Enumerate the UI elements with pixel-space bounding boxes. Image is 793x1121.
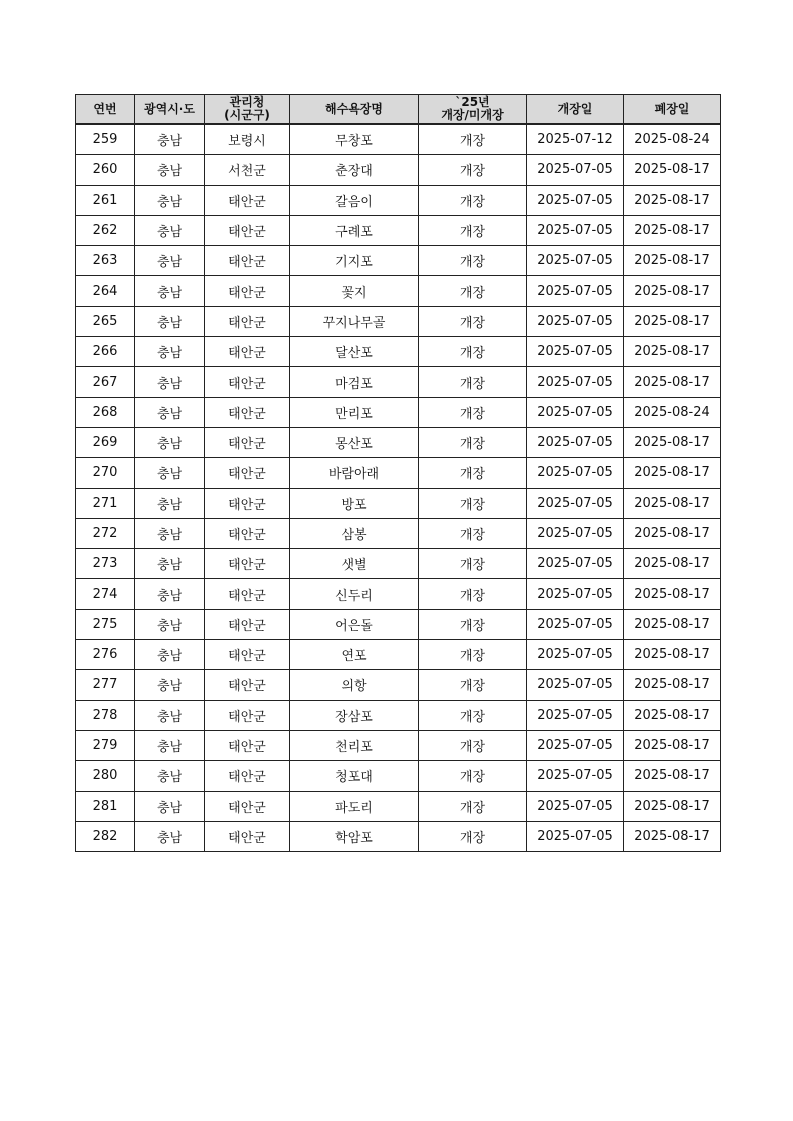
- cell-open-date: 2025-07-05: [527, 791, 624, 821]
- cell-beach-name: 몽산포: [290, 427, 419, 457]
- cell-beach-name: 구례포: [290, 215, 419, 245]
- cell-open-date: 2025-07-05: [527, 276, 624, 306]
- cell-beach-name: 마검포: [290, 367, 419, 397]
- cell-province: 충남: [135, 700, 205, 730]
- table-header: [76, 95, 721, 125]
- cell-open-date: 2025-07-05: [527, 488, 624, 518]
- cell-open-date: 2025-07-05: [527, 215, 624, 245]
- cell-no: 270: [76, 458, 135, 488]
- header-row: [76, 95, 721, 125]
- cell-beach-name: 파도리: [290, 791, 419, 821]
- cell-beach-name: 장삼포: [290, 700, 419, 730]
- cell-close-date: 2025-08-17: [624, 791, 721, 821]
- cell-province: 충남: [135, 124, 205, 155]
- cell-beach-name: 춘장대: [290, 155, 419, 185]
- cell-authority: 태안군: [205, 821, 290, 851]
- header-status-line1: `25년: [455, 95, 490, 109]
- header-authority-line1: 관리청: [229, 95, 265, 109]
- cell-authority: 태안군: [205, 730, 290, 760]
- cell-beach-name: 꽃지: [290, 276, 419, 306]
- cell-close-date: 2025-08-17: [624, 670, 721, 700]
- cell-beach-name: 삼봉: [290, 518, 419, 548]
- table-row: [76, 821, 721, 851]
- cell-authority: 태안군: [205, 306, 290, 336]
- header-open-date: 개장일: [527, 95, 624, 125]
- cell-beach-name: 꾸지나무골: [290, 306, 419, 336]
- cell-status: 개장: [419, 155, 527, 185]
- cell-open-date: 2025-07-05: [527, 670, 624, 700]
- cell-open-date: 2025-07-05: [527, 246, 624, 276]
- cell-close-date: 2025-08-17: [624, 700, 721, 730]
- cell-beach-name: 기지포: [290, 246, 419, 276]
- cell-authority: 태안군: [205, 246, 290, 276]
- cell-province: 충남: [135, 276, 205, 306]
- cell-beach-name: 방포: [290, 488, 419, 518]
- cell-status: 개장: [419, 185, 527, 215]
- cell-authority: 태안군: [205, 367, 290, 397]
- cell-status: 개장: [419, 730, 527, 760]
- cell-open-date: 2025-07-05: [527, 579, 624, 609]
- cell-status: 개장: [419, 700, 527, 730]
- cell-close-date: 2025-08-17: [624, 761, 721, 791]
- cell-no: 260: [76, 155, 135, 185]
- cell-beach-name: 연포: [290, 640, 419, 670]
- document-page: [75, 94, 721, 852]
- cell-authority: 태안군: [205, 549, 290, 579]
- cell-status: 개장: [419, 670, 527, 700]
- cell-close-date: 2025-08-17: [624, 427, 721, 457]
- cell-no: 274: [76, 579, 135, 609]
- cell-open-date: 2025-07-05: [527, 609, 624, 639]
- cell-authority: 태안군: [205, 579, 290, 609]
- cell-close-date: 2025-08-17: [624, 609, 721, 639]
- cell-open-date: 2025-07-05: [527, 306, 624, 336]
- cell-authority: 태안군: [205, 791, 290, 821]
- cell-no: 277: [76, 670, 135, 700]
- cell-close-date: 2025-08-17: [624, 458, 721, 488]
- cell-authority: 태안군: [205, 609, 290, 639]
- header-province: 광역시·도: [135, 95, 205, 125]
- table-body: [76, 124, 721, 852]
- cell-province: 충남: [135, 185, 205, 215]
- cell-province: 충남: [135, 155, 205, 185]
- cell-province: 충남: [135, 367, 205, 397]
- table-row: [76, 761, 721, 791]
- table-row: [76, 306, 721, 336]
- cell-status: 개장: [419, 215, 527, 245]
- cell-province: 충남: [135, 306, 205, 336]
- cell-beach-name: 만리포: [290, 397, 419, 427]
- cell-province: 충남: [135, 246, 205, 276]
- cell-no: 279: [76, 730, 135, 760]
- cell-no: 281: [76, 791, 135, 821]
- cell-authority: 태안군: [205, 215, 290, 245]
- cell-open-date: 2025-07-05: [527, 821, 624, 851]
- cell-authority: 태안군: [205, 397, 290, 427]
- table-row: [76, 215, 721, 245]
- table-row: [76, 518, 721, 548]
- cell-open-date: 2025-07-05: [527, 367, 624, 397]
- cell-beach-name: 갈음이: [290, 185, 419, 215]
- cell-authority: 태안군: [205, 700, 290, 730]
- cell-close-date: 2025-08-17: [624, 155, 721, 185]
- cell-close-date: 2025-08-17: [624, 821, 721, 851]
- table-row: [76, 609, 721, 639]
- cell-open-date: 2025-07-05: [527, 549, 624, 579]
- header-authority-line2: (시군구): [224, 108, 270, 122]
- cell-status: 개장: [419, 458, 527, 488]
- cell-province: 충남: [135, 518, 205, 548]
- cell-close-date: 2025-08-17: [624, 276, 721, 306]
- cell-no: 282: [76, 821, 135, 851]
- cell-status: 개장: [419, 427, 527, 457]
- table-row: [76, 337, 721, 367]
- cell-authority: 보령시: [205, 124, 290, 155]
- cell-close-date: 2025-08-17: [624, 367, 721, 397]
- cell-no: 276: [76, 640, 135, 670]
- cell-no: 265: [76, 306, 135, 336]
- cell-open-date: 2025-07-12: [527, 124, 624, 155]
- cell-beach-name: 의항: [290, 670, 419, 700]
- table-row: [76, 367, 721, 397]
- table-row: [76, 458, 721, 488]
- table-row: [76, 427, 721, 457]
- header-beach: 해수욕장명: [290, 95, 419, 125]
- cell-no: 262: [76, 215, 135, 245]
- cell-open-date: 2025-07-05: [527, 700, 624, 730]
- cell-province: 충남: [135, 458, 205, 488]
- cell-status: 개장: [419, 579, 527, 609]
- cell-no: 266: [76, 337, 135, 367]
- cell-beach-name: 천리포: [290, 730, 419, 760]
- cell-status: 개장: [419, 518, 527, 548]
- cell-no: 269: [76, 427, 135, 457]
- cell-province: 충남: [135, 791, 205, 821]
- cell-no: 267: [76, 367, 135, 397]
- cell-no: 278: [76, 700, 135, 730]
- header-status: [419, 95, 527, 125]
- cell-province: 충남: [135, 427, 205, 457]
- table-row: [76, 124, 721, 155]
- cell-province: 충남: [135, 730, 205, 760]
- cell-status: 개장: [419, 397, 527, 427]
- table-row: [76, 488, 721, 518]
- cell-no: 273: [76, 549, 135, 579]
- header-no: 연번: [76, 95, 135, 125]
- cell-authority: 태안군: [205, 458, 290, 488]
- table-row: [76, 276, 721, 306]
- cell-authority: 태안군: [205, 518, 290, 548]
- cell-province: 충남: [135, 215, 205, 245]
- cell-no: 271: [76, 488, 135, 518]
- cell-authority: 서천군: [205, 155, 290, 185]
- table-row: [76, 700, 721, 730]
- cell-status: 개장: [419, 549, 527, 579]
- cell-open-date: 2025-07-05: [527, 761, 624, 791]
- cell-province: 충남: [135, 821, 205, 851]
- table-row: [76, 185, 721, 215]
- cell-province: 충남: [135, 397, 205, 427]
- cell-status: 개장: [419, 367, 527, 397]
- cell-open-date: 2025-07-05: [527, 185, 624, 215]
- cell-beach-name: 학암포: [290, 821, 419, 851]
- cell-status: 개장: [419, 276, 527, 306]
- cell-authority: 태안군: [205, 276, 290, 306]
- cell-close-date: 2025-08-24: [624, 124, 721, 155]
- cell-beach-name: 바람아래: [290, 458, 419, 488]
- cell-beach-name: 어은돌: [290, 609, 419, 639]
- cell-status: 개장: [419, 337, 527, 367]
- cell-status: 개장: [419, 246, 527, 276]
- cell-close-date: 2025-08-17: [624, 518, 721, 548]
- cell-province: 충남: [135, 488, 205, 518]
- cell-open-date: 2025-07-05: [527, 730, 624, 760]
- cell-province: 충남: [135, 670, 205, 700]
- table-row: [76, 579, 721, 609]
- cell-close-date: 2025-08-24: [624, 397, 721, 427]
- cell-close-date: 2025-08-17: [624, 579, 721, 609]
- cell-status: 개장: [419, 761, 527, 791]
- cell-status: 개장: [419, 488, 527, 518]
- table-row: [76, 730, 721, 760]
- beach-schedule-table: [75, 94, 721, 852]
- cell-no: 259: [76, 124, 135, 155]
- table-row: [76, 155, 721, 185]
- cell-open-date: 2025-07-05: [527, 337, 624, 367]
- cell-no: 272: [76, 518, 135, 548]
- cell-close-date: 2025-08-17: [624, 337, 721, 367]
- cell-no: 261: [76, 185, 135, 215]
- cell-open-date: 2025-07-05: [527, 397, 624, 427]
- cell-close-date: 2025-08-17: [624, 549, 721, 579]
- cell-no: 264: [76, 276, 135, 306]
- cell-close-date: 2025-08-17: [624, 730, 721, 760]
- cell-beach-name: 달산포: [290, 337, 419, 367]
- cell-close-date: 2025-08-17: [624, 306, 721, 336]
- cell-open-date: 2025-07-05: [527, 518, 624, 548]
- cell-open-date: 2025-07-05: [527, 458, 624, 488]
- cell-open-date: 2025-07-05: [527, 427, 624, 457]
- cell-close-date: 2025-08-17: [624, 246, 721, 276]
- cell-province: 충남: [135, 337, 205, 367]
- header-close-date: 폐장일: [624, 95, 721, 125]
- cell-close-date: 2025-08-17: [624, 640, 721, 670]
- table-row: [76, 549, 721, 579]
- cell-open-date: 2025-07-05: [527, 640, 624, 670]
- cell-no: 268: [76, 397, 135, 427]
- table-row: [76, 670, 721, 700]
- cell-close-date: 2025-08-17: [624, 215, 721, 245]
- cell-province: 충남: [135, 609, 205, 639]
- cell-province: 충남: [135, 761, 205, 791]
- cell-status: 개장: [419, 124, 527, 155]
- cell-authority: 태안군: [205, 185, 290, 215]
- header-status-line2: 개장/미개장: [441, 108, 504, 122]
- cell-no: 275: [76, 609, 135, 639]
- cell-beach-name: 신두리: [290, 579, 419, 609]
- cell-authority: 태안군: [205, 761, 290, 791]
- header-authority: [205, 95, 290, 125]
- cell-authority: 태안군: [205, 488, 290, 518]
- table-row: [76, 246, 721, 276]
- cell-authority: 태안군: [205, 640, 290, 670]
- cell-status: 개장: [419, 306, 527, 336]
- cell-open-date: 2025-07-05: [527, 155, 624, 185]
- cell-close-date: 2025-08-17: [624, 185, 721, 215]
- cell-beach-name: 샛별: [290, 549, 419, 579]
- cell-no: 280: [76, 761, 135, 791]
- table-row: [76, 397, 721, 427]
- cell-status: 개장: [419, 609, 527, 639]
- cell-status: 개장: [419, 791, 527, 821]
- cell-no: 263: [76, 246, 135, 276]
- cell-status: 개장: [419, 821, 527, 851]
- table-row: [76, 791, 721, 821]
- cell-authority: 태안군: [205, 670, 290, 700]
- cell-province: 충남: [135, 579, 205, 609]
- cell-close-date: 2025-08-17: [624, 488, 721, 518]
- cell-beach-name: 청포대: [290, 761, 419, 791]
- cell-beach-name: 무창포: [290, 124, 419, 155]
- cell-authority: 태안군: [205, 337, 290, 367]
- cell-status: 개장: [419, 640, 527, 670]
- cell-authority: 태안군: [205, 427, 290, 457]
- cell-province: 충남: [135, 640, 205, 670]
- cell-province: 충남: [135, 549, 205, 579]
- table-row: [76, 640, 721, 670]
